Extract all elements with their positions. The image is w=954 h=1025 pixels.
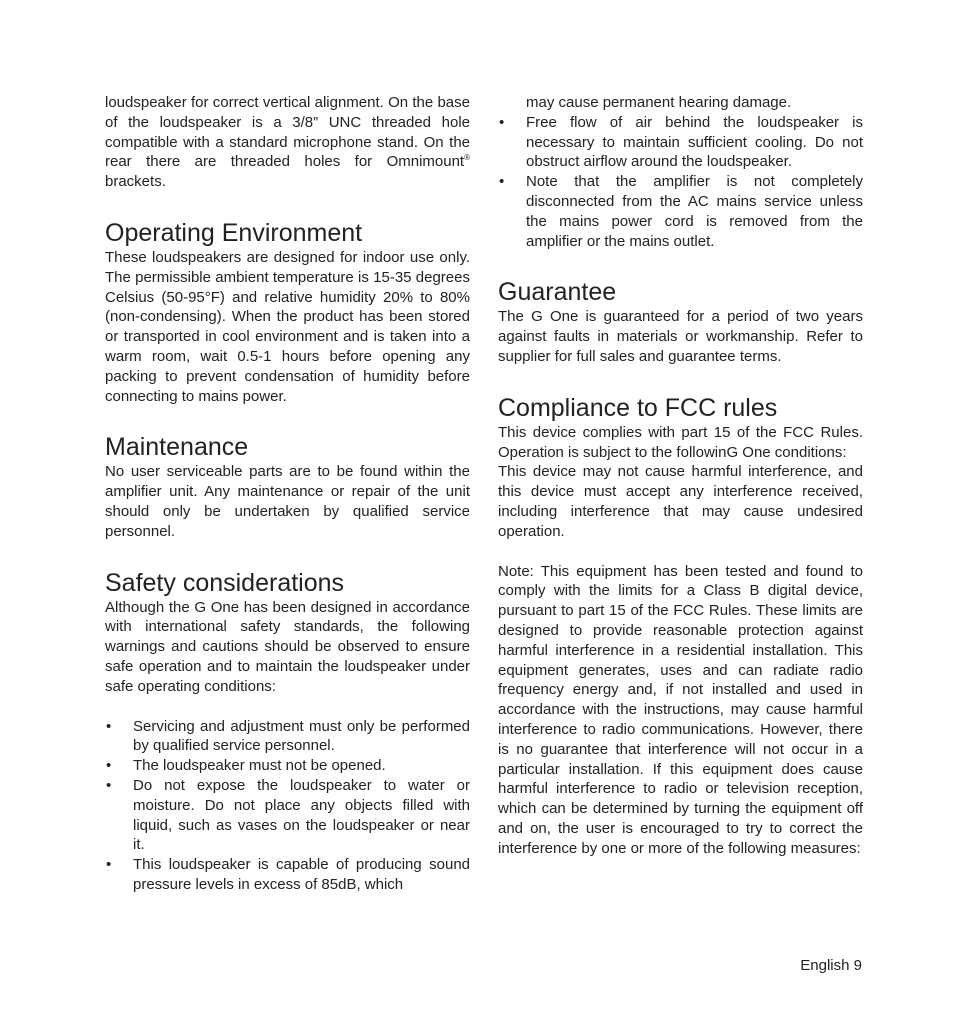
guarantee-body: The G One is guaranteed for a period of two years against faults in materials or workmanship. Refer to supplier for full sales and guarantee terms.: [498, 308, 863, 365]
list-item: • Do not expose the loudspeaker to water or moisture. Do not place any objects filled with liquid, such as vases on the loudspeaker or near it.: [106, 776, 470, 854]
fcc-paragraph-1: This device complies with part 15 of the FCC Rules. Operation is subject to the followinG One conditions:: [498, 423, 863, 461]
safety-list-continued: [498, 93, 863, 251]
guarantee-heading: Guarantee: [498, 278, 617, 307]
bullet: •: [106, 776, 112, 794]
operating-environment-heading: Operating Environment: [105, 218, 363, 247]
maintenance-body: No user serviceable parts are to be found within the amplifier unit. Any maintenance or repair of the unit should only be undertaken by qualified service personnel.: [105, 463, 470, 540]
intro-text: loudspeaker for correct vertical alignment. On the base of the loudspeaker is a 3/8” UNC threaded hole compatible with a standard microphone stand. On the rear there are threaded holes for Omnimount: [105, 94, 470, 171]
intro-text-end: brackets.: [105, 173, 166, 191]
list-item: • Servicing and adjustment must only be performed by qualified service personnel.: [106, 717, 470, 755]
bullet: •: [106, 757, 112, 775]
left-column: [105, 93, 470, 895]
safety-list: [105, 717, 470, 895]
list-item: • Free flow of air behind the loudspeaker is necessary to maintain sufficient cooling. Do not obstruct airflow around the loudspeaker.: [499, 113, 863, 171]
bullet: •: [499, 173, 505, 191]
maintenance-heading: Maintenance: [105, 433, 249, 462]
operating-environment-body: These loudspeakers are designed for indoor use only. The permissible ambient temperature is 15-35 degrees Celsius (50-95°F) and relative humidity 20% to 80% (non-condensing). When the product has been stored or transported in cool environment and is taken into a warm room, wait 0.5-1 hours before opening any packing to prevent condensation of humidity before connecting to mains power.: [105, 248, 470, 405]
bullet: •: [106, 856, 112, 874]
list-item: • This loudspeaker is capable of producing sound pressure levels in excess of 85dB, which: [106, 856, 470, 893]
intro-paragraph: [105, 93, 470, 192]
page-number: English 9: [800, 957, 862, 974]
list-item-carryover: may cause permanent hearing damage.: [526, 94, 792, 111]
right-column: [498, 93, 863, 859]
fcc-heading: Compliance to FCC rules: [498, 393, 778, 422]
list-item: • Note that the amplifier is not completely disconnected from the AC mains service unless the mains power cord is removed from the amplifier or the mains outlet.: [499, 173, 863, 250]
list-item: • The loudspeaker must not be opened.: [106, 757, 386, 775]
fcc-paragraph-3: Note: This equipment has been tested and found to comply with the limits for a Class B digital device, pursuant to part 15 of the FCC Rules. These limits are designed to provide reasonable protection against harmful interference in a residential installation. This equipment generates, uses and can radiate radio frequency energy and, if not installed and used in accordance with the instructions, may cause harmful interference to radio communications. However, there is no guarantee that interference will not occur in a particular installation. If this equipment does cause harmful interference to radio or television reception, which can be determined by turning the equipment off and on, the user is encouraged to try to correct the interference by one or more of the following measures:: [498, 562, 863, 857]
registered-mark: ®: [464, 153, 470, 163]
safety-body: Although the G One has been designed in accordance with international safety standards, the following warnings and cautions should be observed to ensure safe operation and to maintain the loudspeaker under safe operating conditions:: [105, 598, 470, 695]
bullet: •: [106, 717, 112, 735]
fcc-paragraph-2: This device may not cause harmful interference, and this device must accept any interference received, including interference that may cause undesired operation.: [498, 463, 863, 540]
safety-heading: Safety considerations: [105, 568, 345, 597]
bullet: •: [499, 113, 505, 131]
